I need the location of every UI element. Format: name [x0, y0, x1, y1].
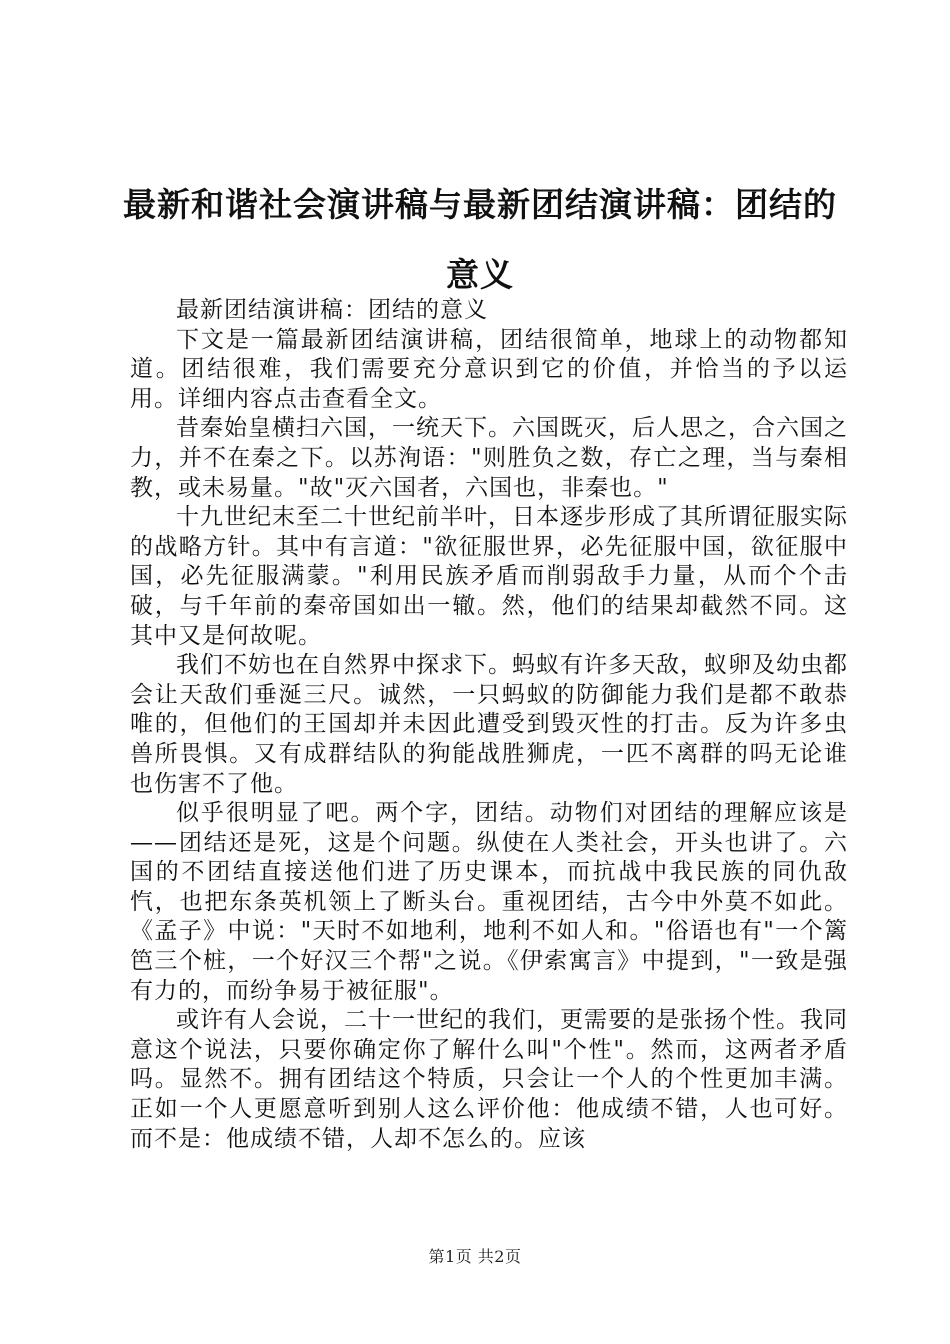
document-title: 最新和谐社会演讲稿与最新团结演讲稿：团结的意义 — [123, 185, 837, 294]
paragraph: 下文是一篇最新团结演讲稿，团结很简单，地球上的动物都知道。团结很难，我们需要充分意识到它的价值，并恰当的予以运用。详细内容点击查看全文。 — [130, 326, 848, 412]
paragraph: 或许有人会说，二十一世纪的我们，更需要的是张扬个性。我同意这个说法，只要你确定你了解什么叫"个性"。然而，这两者矛盾吗。显然不。拥有团结这个特质，只会让一个人的个性更加丰满。正如一个人更愿意听到别人这么评价他：他成绩不错，人也可好。而不是：他成绩不错，人却不怎么的。应该 — [130, 1007, 848, 1152]
document-body — [130, 296, 848, 1154]
paragraph-subtitle: 最新团结演讲稿：团结的意义 — [176, 297, 488, 323]
paragraph: 昔秦始皇横扫六国，一统天下。六国既灭，后人思之，合六国之力，并不在秦之下。以苏洵语："则胜负之数，存亡之理，当与秦相教，或未易量。"故"灭六国者，六国也，非秦也。" — [130, 415, 848, 501]
paragraph: 十九世纪末至二十世纪前半叶，日本逐步形成了其所谓征服实际的战略方针。其中有言道："欲征服世界，必先征服中国，欲征服中国，必先征服满蒙。"利用民族矛盾而削弱敌手力量，从而个个击破，与千年前的秦帝国如出一辙。然，他们的结果却截然不同。这其中又是何故呢。 — [130, 504, 848, 649]
paragraph: 似乎很明显了吧。两个字，团结。动物们对团结的理解应该是——团结还是死，这是个问题。纵使在人类社会，开头也讲了。六国的不团结直接送他们进了历史课本，而抗战中我民族的同仇敌忾，也把东条英机领上了断头台。重视团结，古今中外莫不如此。《孟子》中说："天时不如地利，地利不如人和。"俗语也有"一个篱笆三个桩，一个好汉三个帮"之说。《伊索寓言》中提到，"一致是强有力的，而纷争易于被征服"。 — [130, 800, 848, 1004]
page-footer: 第1页 共2页 — [428, 1247, 522, 1266]
paragraph: 我们不妨也在自然界中探求下。蚂蚁有许多天敌，蚁卵及幼虫都会让天敌们垂涎三尺。诚然，一只蚂蚁的防御能力我们是都不敢恭唯的，但他们的王国却并未因此遭受到毁灭性的打击。反为许多虫兽所畏惧。又有成群结队的狗能战胜狮虎，一匹不离群的吗无论谁也伤害不了他。 — [130, 652, 848, 797]
